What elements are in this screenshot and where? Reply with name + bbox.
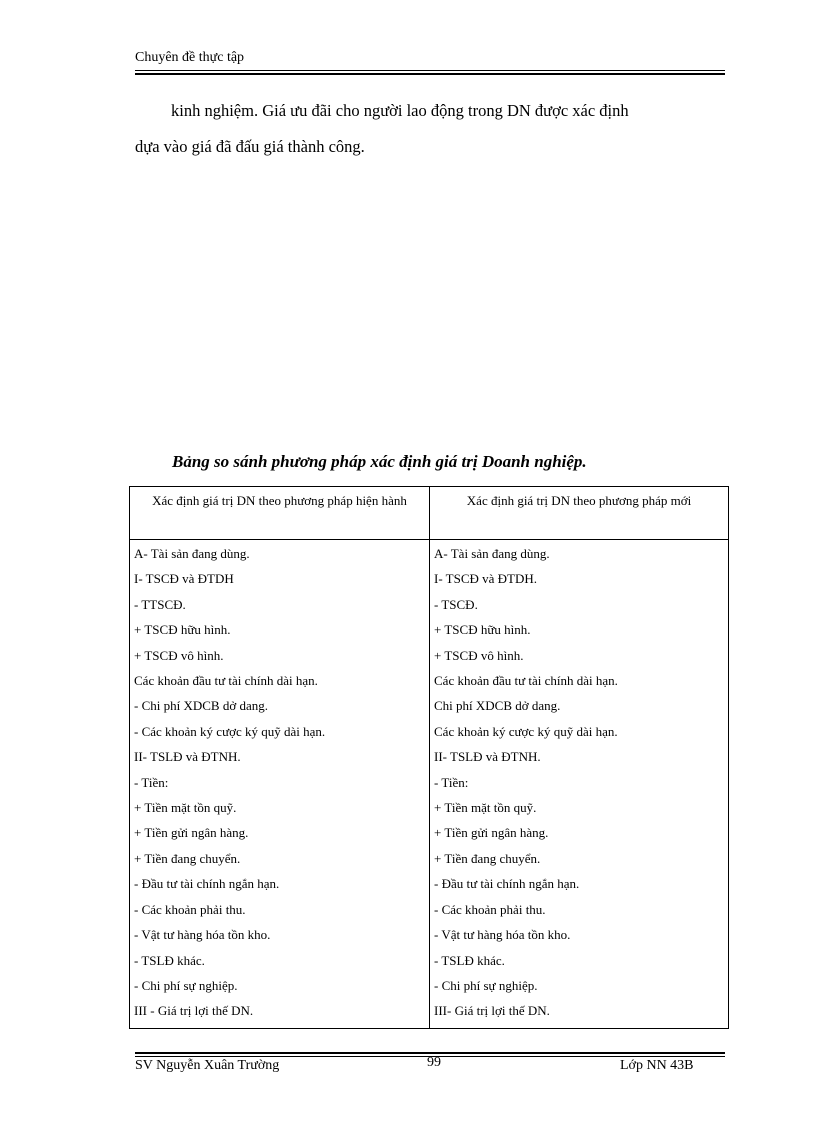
table-caption: Bảng so sánh phương pháp xác định giá trị Doanh nghiệp.	[172, 452, 587, 471]
current-method-item: Các khoản đầu tư tài chính dài hạn.	[134, 673, 318, 689]
new-method-item: - Tiền:	[434, 774, 469, 790]
footer-class: Lớp NN 43B	[620, 1058, 694, 1073]
current-method-item: + Tiền gửi ngân hàng.	[134, 825, 249, 841]
new-method-item: III- Giá trị lợi thế DN.	[434, 1003, 550, 1019]
new-method-item: + TSCĐ hữu hình.	[434, 622, 531, 638]
current-method-item: + TSCĐ vô hình.	[134, 647, 224, 663]
current-method-item: + Tiền đang chuyển.	[134, 850, 241, 866]
header-title: Chuyên đề thực tập	[135, 50, 245, 65]
new-method-item: A- Tài sản đang dùng.	[434, 546, 550, 561]
current-method-item: - Các khoản phải thu.	[134, 901, 246, 917]
current-method-item: - TTSCĐ.	[134, 596, 186, 612]
header-rule-thick	[135, 73, 725, 75]
paragraph-line-2: dựa vào giá đã đấu giá thành công.	[135, 137, 365, 156]
new-method-item: + Tiền gửi ngân hàng.	[434, 825, 549, 841]
table-body-row	[130, 540, 729, 1029]
new-method-item: Chi phí XDCB dở dang.	[434, 698, 561, 714]
new-method-item: - TSCĐ.	[434, 596, 478, 612]
current-method-item: - Chi phí sự nghiệp.	[134, 977, 238, 993]
comparison-table	[129, 486, 729, 1029]
body-paragraph	[135, 93, 718, 165]
new-method-item: - Các khoản phải thu.	[434, 901, 546, 917]
footer-student-name: SV Nguyễn Xuân Trường	[135, 1058, 280, 1073]
current-method-column	[130, 540, 430, 1029]
page-number: 99	[427, 1055, 441, 1070]
current-method-item: I- TSCĐ và ĐTDH	[134, 571, 234, 587]
header-rule-thin	[135, 70, 725, 71]
new-method-item: - TSLĐ khác.	[434, 952, 505, 968]
new-method-item: Các khoản ký cược ký quỹ dài hạn.	[434, 723, 618, 739]
footer-rule-thick	[135, 1052, 725, 1054]
new-method-item: + Tiền đang chuyển.	[434, 850, 541, 866]
new-method-column	[430, 540, 729, 1029]
current-method-item: - TSLĐ khác.	[134, 952, 205, 968]
current-method-item: - Vật tư hàng hóa tồn kho.	[134, 927, 271, 943]
new-method-item: II- TSLĐ và ĐTNH.	[434, 749, 541, 765]
header-new-method: Xác định giá trị DN theo phương pháp mới	[430, 487, 729, 540]
current-method-item: - Tiền:	[134, 774, 169, 790]
current-method-item: III - Giá trị lợi thế DN.	[134, 1003, 254, 1019]
header-current-method: Xác định giá trị DN theo phương pháp hiện hành	[130, 487, 430, 540]
current-method-item: - Chi phí XDCB dở dang.	[134, 698, 268, 714]
table-header-row	[130, 487, 729, 540]
current-method-item: - Đầu tư tài chính ngắn hạn.	[134, 876, 280, 892]
new-method-item: + Tiền mặt tồn quỹ.	[434, 800, 537, 816]
current-method-item: II- TSLĐ và ĐTNH.	[134, 749, 241, 765]
new-method-item: I- TSCĐ và ĐTDH.	[434, 571, 538, 587]
current-method-item: + TSCĐ hữu hình.	[134, 622, 231, 638]
current-method-item: + Tiền mặt tồn quỹ.	[134, 800, 237, 816]
current-method-item: A- Tài sản đang dùng.	[134, 546, 250, 561]
new-method-item: - Đầu tư tài chính ngắn hạn.	[434, 876, 580, 892]
new-method-item: - Vật tư hàng hóa tồn kho.	[434, 927, 571, 943]
current-method-item: - Các khoản ký cược ký quỹ dài hạn.	[134, 723, 326, 739]
new-method-item: - Chi phí sự nghiệp.	[434, 977, 538, 993]
new-method-item: Các khoản đầu tư tài chính dài hạn.	[434, 673, 618, 689]
new-method-item: + TSCĐ vô hình.	[434, 647, 524, 663]
paragraph-line-1: kinh nghiệm. Giá ưu đãi cho người lao động trong DN được xác định	[171, 101, 629, 120]
